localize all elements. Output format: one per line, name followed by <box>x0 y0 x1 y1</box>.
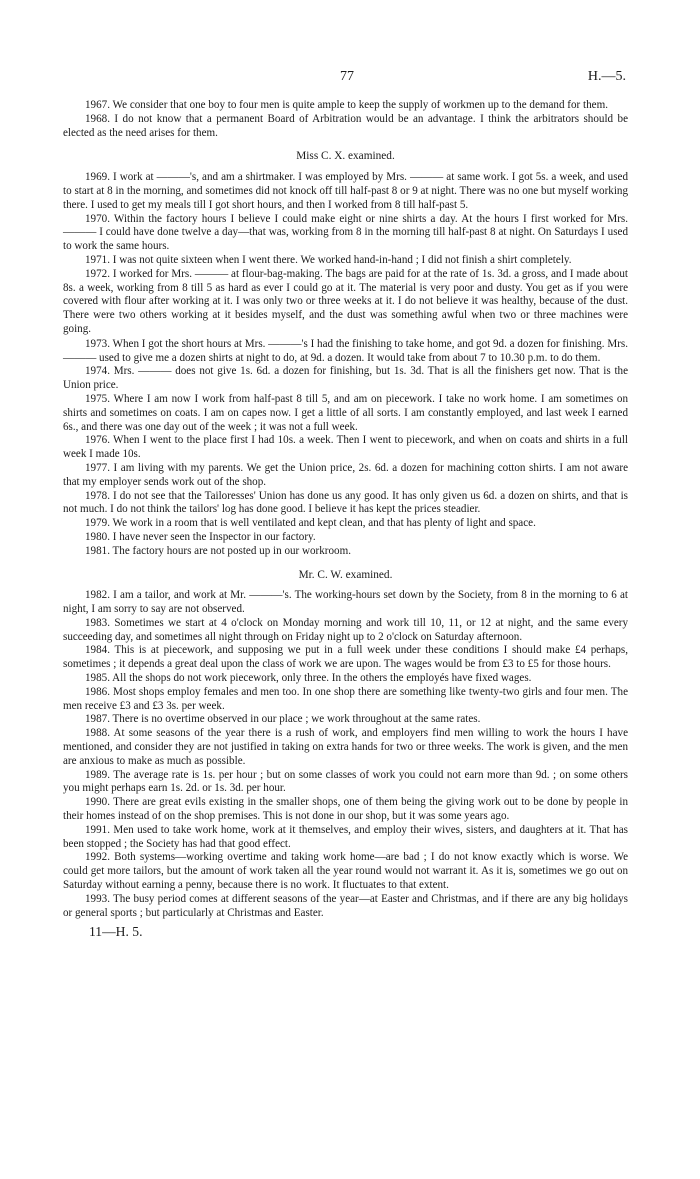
paragraph: 1975. Where I am now I work from half-past 8 till 5, and am on piecework. I take no work home. I am sometimes on shirts and sometimes on coats. I am on capes now. I get a little of all sorts. I am constantly employed, and last week I earned 6s., and there was one day out of the week ; it was not a full week. <box>63 392 628 433</box>
document-body <box>63 99 628 940</box>
paragraph: 1976. When I went to the place first I had 10s. a week. Then I went to piecework, and when on coats and shirts in a full week I made 10s. <box>63 434 628 461</box>
paragraph: 1986. Most shops employ females and men too. In one shop there are something like twenty-two girls and four men. The men receive £3 and £3 3s. per week. <box>63 685 628 712</box>
paragraph: 1987. There is no overtime observed in our place ; we work throughout at the same rates. <box>85 713 481 726</box>
paragraph: 1977. I am living with my parents. We get the Union price, 2s. 6d. a dozen for machining cotton shirts. I am not aware that my employer sends work out of the shop. <box>63 461 628 488</box>
paragraph: 1984. This is at piecework, and supposing we put in a full week under these conditions I should make £4 perhaps, sometimes ; it depends a great deal upon the class of work we are upon. The wages would be from £3 to £5 for those hours. <box>63 644 628 671</box>
page-header <box>0 70 700 88</box>
section-mr-cw <box>63 569 628 921</box>
section-miss-cx <box>63 150 628 558</box>
section-heading: Mr. C. W. examined. <box>298 568 393 581</box>
paragraph: 1973. When I got the short hours at Mrs. ———'s I had the finishing to take home, and got 9d. a dozen for finishing. Mrs. ——— used to give me a dozen shirts at night to do, at 9d. a dozen. It would take from about 7 to 10.30 p.m. to do them. <box>63 337 628 364</box>
paragraph: 1971. I was not quite sixteen when I went there. We worked hand-in-hand ; I did not finish a shirt completely. <box>85 253 572 266</box>
document-reference: H.—5. <box>587 69 626 84</box>
paragraph: 1985. All the shops do not work piecework, only three. In the others the employés have fixed wages. <box>85 672 532 685</box>
paragraph: 1993. The busy period comes at different seasons of the year—at Easter and Christmas, and if there are any big holidays or general sports ; but particularly at Christmas and Easter. <box>63 892 628 919</box>
paragraph: 1979. We work in a room that is well ventilated and kept clean, and that has plenty of light and space. <box>85 517 536 530</box>
paragraph: 1967. We consider that one boy to four men is quite ample to keep the supply of workmen up to the demand for them. <box>85 99 608 111</box>
footer-signature: 11—H. 5. <box>89 924 143 940</box>
paragraph: 1991. Men used to take work home, work at it themselves, and employ their wives, sisters, and daughters at it. That has been stopped ; the Society has had that good effect. <box>63 823 628 850</box>
paragraph: 1980. I have never seen the Inspector in our factory. <box>85 530 316 543</box>
paragraph: 1989. The average rate is 1s. per hour ; but on some classes of work you could not earn more than 9d. ; on some others you might perhaps earn 1s. 2d. or 1s. 3d. per hour. <box>63 768 628 795</box>
section-heading: Miss C. X. examined. <box>296 150 395 163</box>
paragraph: 1969. I work at ———'s, and am a shirtmaker. I was employed by Mrs. ——— at same work. I got 5s. a week, and used to start at 8 in the morning, and sometimes did not knock off till half-past 8 or 9 at night. There was no one but myself working there. I used to get my meals till I got short hours, and then I worked from 8 till half-past 5. <box>63 171 628 211</box>
opening-block <box>63 99 628 140</box>
paragraph: 1983. Sometimes we start at 4 o'clock on Monday morning and work till 10, 11, or 12 at night, and the same every succeeding day, and sometimes all night through on Friday night up to 2 o'clock on Saturday afternoon. <box>63 616 628 643</box>
paragraph: 1974. Mrs. ——— does not give 1s. 6d. a dozen for finishing, but 1s. 3d. That is all the finishers get now. That is the Union price. <box>63 365 628 392</box>
paragraph: 1992. Both systems—working overtime and taking work home—are bad ; I do not know exactly which is worse. We could get more tailors, but the amount of work taken all the year round would not warrant it. As it is, sometimes we go out on Saturday without earning a penny, because there is no work. It fluctuates to that extent. <box>63 851 628 892</box>
paragraph: 1968. I do not know that a permanent Board of Arbitration would be an advantage. I think the arbitrators should be elected as the need arises for them. <box>63 112 628 139</box>
paragraph: 1970. Within the factory hours I believe I could make eight or nine shirts a day. At the hours I first worked for Mrs. ——— I could have done twelve a day—that was, working from 8 in the morning till half-past 8 at night. On Saturdays I used to work the same hours. <box>63 212 628 253</box>
paragraph: 1978. I do not see that the Tailoresses' Union has done us any good. It has only given us 6d. a dozen on shirts, and that is not much. I do not think the tailors' log has done good. I believe it has kept the prices steadier. <box>63 489 628 516</box>
page-number: 77 <box>340 69 354 84</box>
paragraph: 1981. The factory hours are not posted up in our workroom. <box>85 544 351 557</box>
paragraph: 1990. There are great evils existing in the smaller shops, one of them being the giving work out to be done by people in their homes instead of on the shop premises. This is not done in our shop, but it was some years ago. <box>63 796 628 823</box>
paragraph: 1972. I worked for Mrs. ——— at flour-bag-making. The bags are paid for at the rate of 1s. 3d. a gross, and I made about 8s. a week, working from 8 till 5 as hard as ever I could go at it. The material is very poor and dusty. You get as if you were covered with flour after working at it. I was only two or three weeks at it. I do not believe it was healthy, because of the dust. There were two others working at it besides myself, and the dust was something awful when two or three machines were going. <box>63 267 628 335</box>
paragraph: 1982. I am a tailor, and work at Mr. ———'s. The working-hours set down by the Society, from 8 in the morning to 6 at night, I am sorry to say are not observed. <box>63 589 628 616</box>
paragraph: 1988. At some seasons of the year there is a rush of work, and employers find men willing to work the hours I have mentioned, and consider they are not justified in taking on extra hands for two or three weeks. The work is given, and the men are anxious to make as much as possible. <box>63 727 628 767</box>
